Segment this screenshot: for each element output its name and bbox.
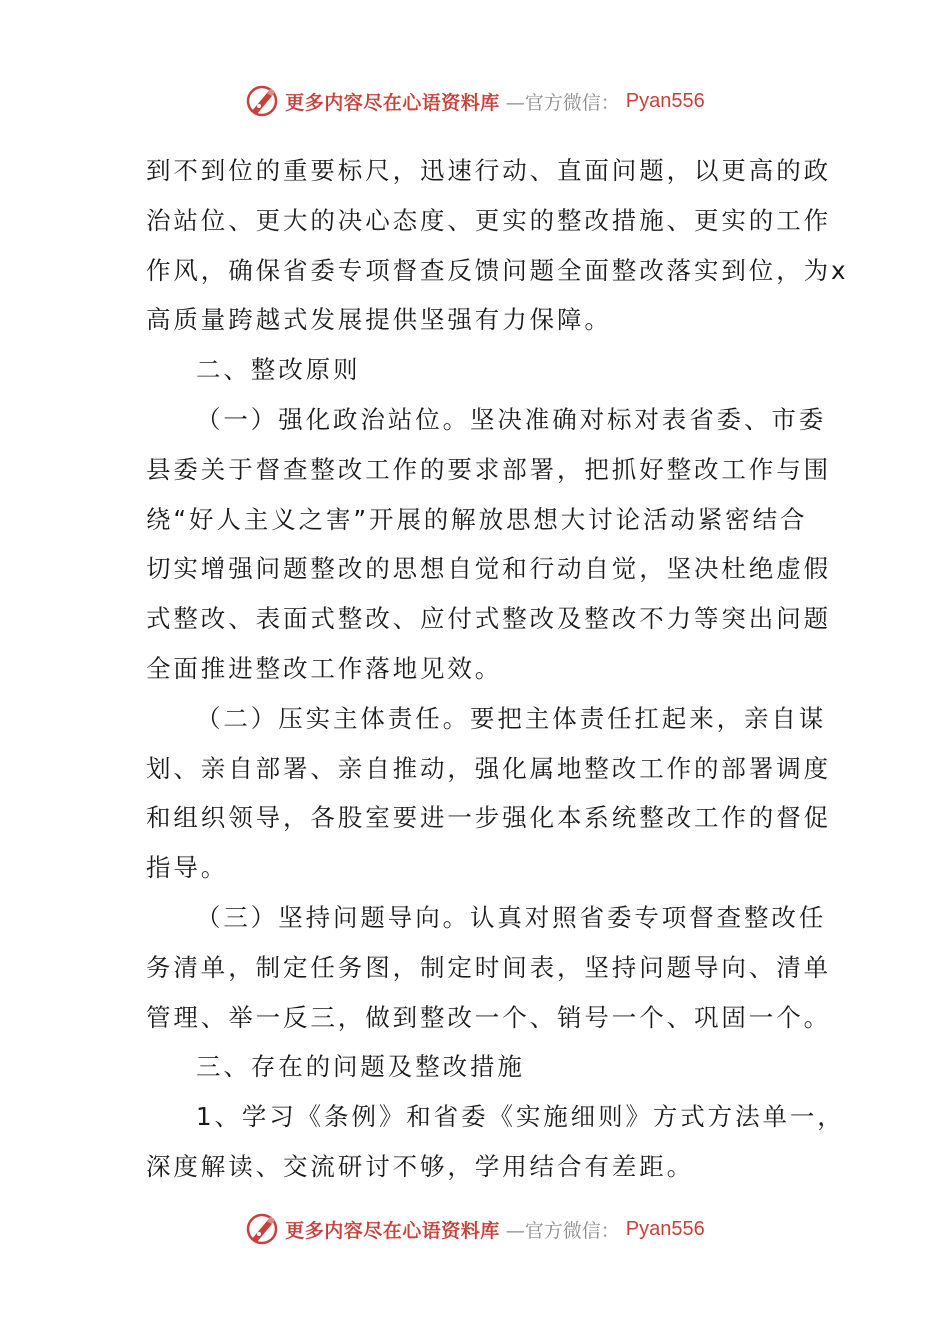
watermark-main-text: 更多内容尽在心语资料库 — [285, 91, 500, 114]
text-line: 全面推进整改工作落地见效。 — [146, 653, 503, 683]
text-line: 作风，确保省委专项督查反馈问题全面整改落实到位，为x — [146, 255, 849, 285]
text-line: 深度解读、交流研讨不够，学用结合有差距。 — [146, 1151, 694, 1181]
watermark-footer — [0, 1212, 950, 1246]
text-line: （二）压实主体责任。要把主体责任扛起来，亲自谋 — [196, 703, 827, 733]
text-line: 务清单，制定任务图，制定时间表，坚持问题导向、清单 — [146, 952, 831, 982]
text-line: 和组织领导，各股室要进一步强化本系统整改工作的督促 — [146, 803, 831, 833]
text-line: （三）坚持问题导向。认真对照省委专项督查整改任 — [196, 902, 827, 932]
text-line: 治站位、更大的决心态度、更实的整改措施、更实的工作 — [146, 205, 831, 235]
section-heading: 三、存在的问题及整改措施 — [196, 1052, 525, 1082]
watermark-main-text: 更多内容尽在心语资料库 — [285, 1219, 500, 1242]
text-line: 式整改、表面式整改、应付式整改及整改不力等突出问题 — [146, 604, 831, 634]
text-line: 到不到位的重要标尺，迅速行动、直面问题，以更高的政 — [146, 156, 831, 185]
text-line: 绕“好人主义之害”开展的解放思想大讨论活动紧密结合 — [146, 504, 808, 534]
text-line: （一）强化政治站位。坚决准确对标对表省委、市委 — [196, 404, 827, 434]
text-line: 高质量跨越式发展提供坚强有力保障。 — [146, 305, 612, 335]
watermark-sep-text: —官方微信： — [505, 1219, 620, 1242]
text-line: 1、学习《条例》和省委《实施细则》方式方法单一， — [196, 1102, 845, 1132]
section-heading: 二、整改原则 — [196, 355, 361, 385]
watermark-id: Pyan556 — [625, 1217, 705, 1240]
pen-logo-icon — [245, 1212, 279, 1246]
text-line: 切实增强问题整改的思想自觉和行动自觉，坚决杜绝虚假 — [146, 554, 831, 584]
text-line: 县委关于督查整改工作的要求部署，把抓好整改工作与围 — [146, 454, 831, 484]
watermark-sep-text: —官方微信： — [505, 91, 620, 114]
watermark-header — [0, 84, 950, 118]
document-body — [146, 146, 849, 1192]
text-line: 管理、举一反三，做到整改一个、销号一个、巩固一个。 — [146, 1002, 831, 1032]
pen-logo-icon — [245, 84, 279, 118]
text-line: 划、亲自部署、亲自推动，强化属地整改工作的部署调度 — [146, 753, 831, 783]
watermark-id: Pyan556 — [625, 89, 705, 112]
text-line: 指导。 — [146, 853, 229, 883]
